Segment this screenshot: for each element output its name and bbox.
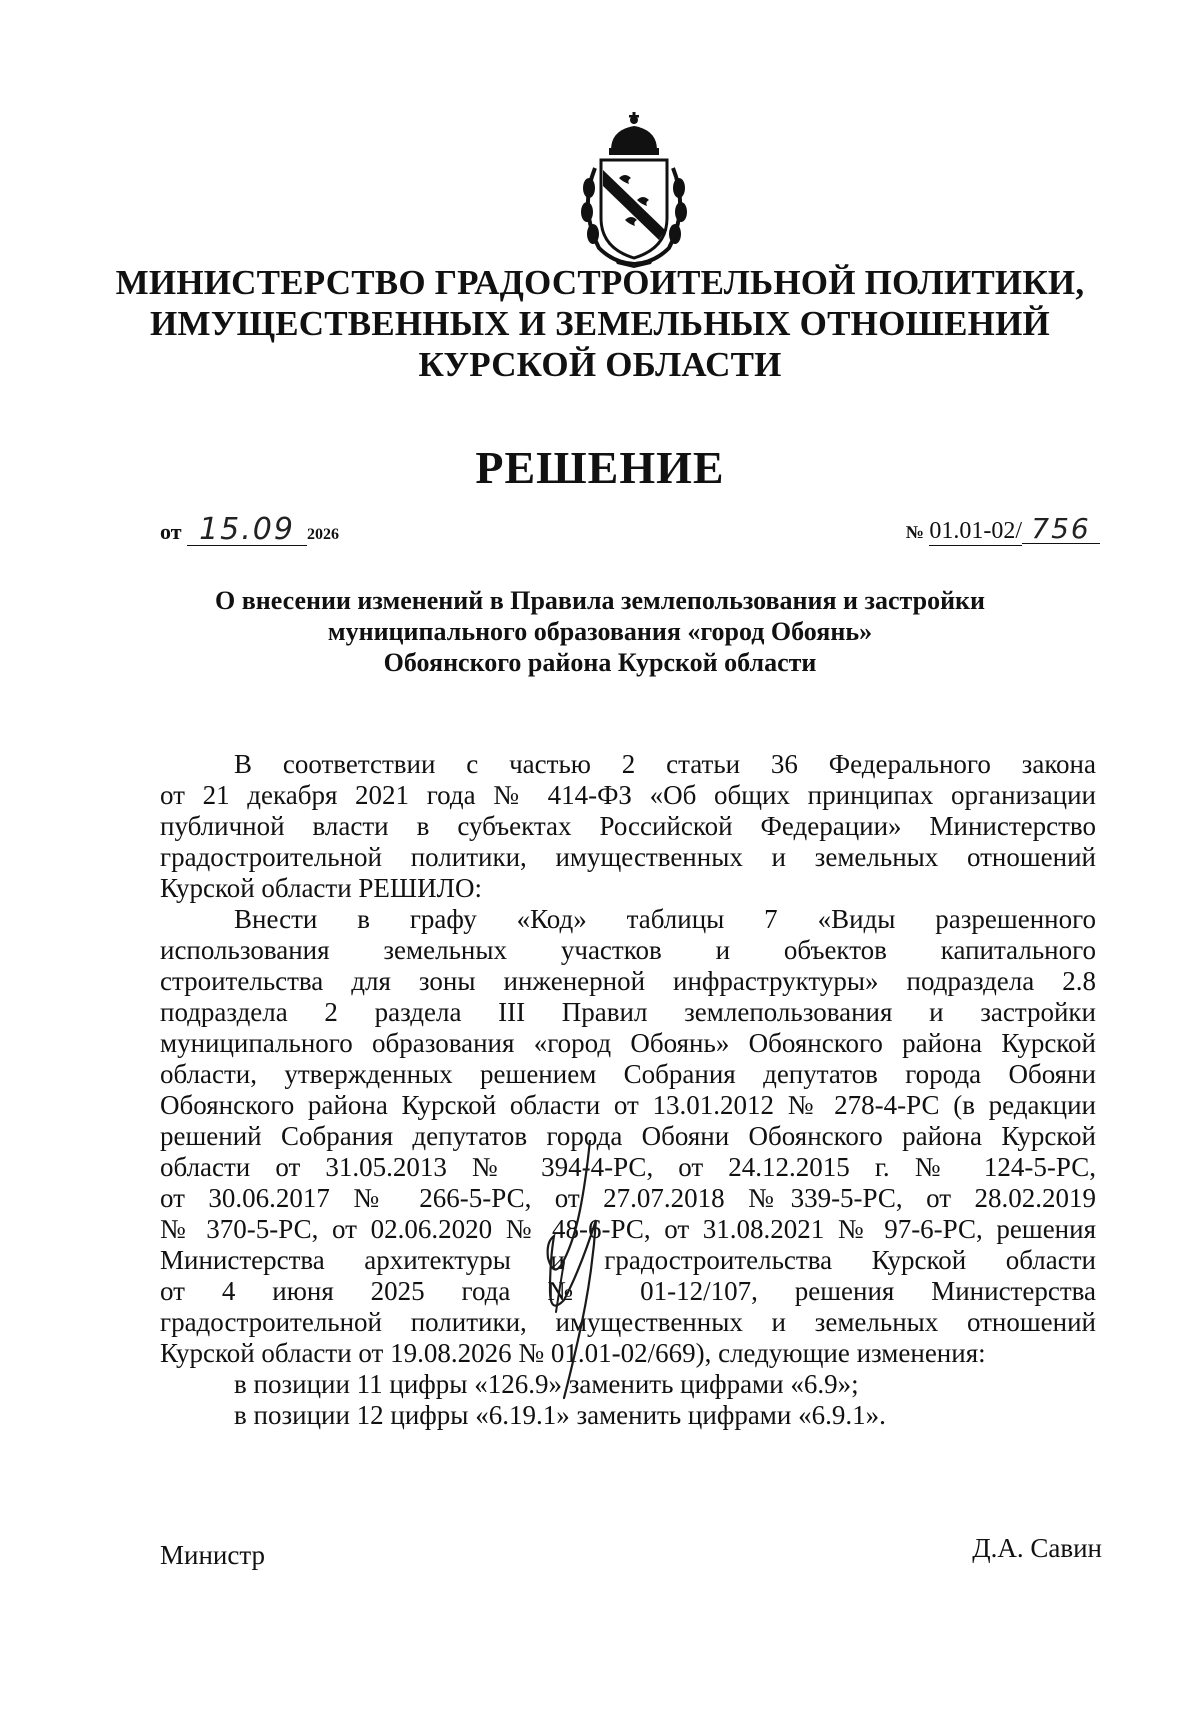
body-line: Министерства архитектуры и градостроительства Курской области	[160, 1245, 1096, 1275]
amendment-item: в позиции 12 цифры «6.19.1» заменить цифрами «6.9.1».	[234, 1400, 886, 1430]
signatory-name: Д.А. Савин	[972, 1533, 1102, 1563]
body-line: решений Собрания депутатов города Обояни Обоянского района Курской	[160, 1121, 1096, 1151]
body-line: градостроительной политики, имущественных и земельных отношений	[160, 1307, 1096, 1337]
body-line: использования земельных участков и объектов капитального	[160, 935, 1096, 965]
date-year: 2026	[307, 526, 340, 543]
body-line: градостроительной политики, имущественных и земельных отношений	[160, 842, 1096, 872]
body-line: от 21 декабря 2021 года № 414-ФЗ «Об общих принципах организации	[160, 780, 1096, 810]
date-prefix: от	[160, 519, 182, 544]
ministry-name-line-2: ИМУЩЕСТВЕННЫХ И ЗЕМЕЛЬНЫХ ОТНОШЕНИЙ	[150, 304, 1050, 343]
body-line: строительства для зоны инженерной инфраструктуры» подраздела 2.8	[160, 966, 1096, 996]
ministry-name-line-3: КУРСКОЙ ОБЛАСТИ	[418, 345, 782, 384]
number-handwritten: 756	[1022, 515, 1100, 544]
date-handwritten: 15.09	[187, 515, 307, 546]
number-sign: №	[905, 522, 924, 542]
body-line: Курской области РЕШИЛО:	[160, 873, 482, 903]
coat-of-arms-emblem	[559, 108, 709, 268]
amendment-item: в позиции 11 цифры «126.9» заменить цифрами «6.9»;	[234, 1369, 859, 1399]
body-line: области от 31.05.2013 № 394-4-РС, от 24.12.2015 г. № 124-5-РС,	[160, 1152, 1096, 1182]
document-type-title: РЕШЕНИЕ	[475, 442, 725, 493]
body-line: Обоянского района Курской области от 13.01.2012 № 278-4-РС (в редакции	[160, 1090, 1096, 1120]
document-subject	[0, 585, 1200, 678]
body-line: В соответствии с частью 2 статьи 36 Федерального закона	[234, 749, 1096, 779]
body-line: Внести в графу «Код» таблицы 7 «Виды разрешенного	[234, 904, 1096, 934]
body-line: № 370-5-РС, от 02.06.2020 № 48-6-РС, от 31.08.2021 № 97-6-РС, решения	[160, 1214, 1096, 1244]
ministry-name	[0, 262, 1200, 385]
subject-line-3: Обоянского района Курской области	[383, 648, 817, 677]
body-line: от 4 июня 2025 года № 01-12/107, решения Министерства	[160, 1276, 1096, 1306]
body-line: муниципального образования «город Обоянь» Обоянского района Курской	[160, 1028, 1096, 1058]
body-line: от 30.06.2017 № 266-5-РС, от 27.07.2018 №339-5-РС, от 28.02.2019	[160, 1183, 1096, 1213]
number-printed: 01.01-02/	[929, 518, 1022, 544]
body-line: публичной власти в субъектах Российской Федерации» Министерство	[160, 811, 1096, 841]
ministry-name-line-1: МИНИСТЕРСТВО ГРАДОСТРОИТЕЛЬНОЙ ПОЛИТИКИ,	[115, 263, 1085, 302]
document-date	[160, 512, 340, 547]
body-line: Курской области от 19.08.2026 № 01.01-02/669), следующие изменения:	[160, 1338, 986, 1368]
body-line: области, утвержденных решением Собрания депутатов города Обояни	[160, 1059, 1096, 1089]
handwritten-signature	[520, 1140, 660, 1400]
subject-line-2: муниципального образования «город Обоянь»	[327, 617, 873, 646]
document-number	[905, 512, 1100, 545]
body-line: подраздела 2 раздела III Правил землепользования и застройки	[160, 997, 1096, 1027]
signatory-position: Министр	[160, 1540, 265, 1570]
subject-line-1: О внесении изменений в Правила землепользования и застройки	[214, 586, 986, 615]
